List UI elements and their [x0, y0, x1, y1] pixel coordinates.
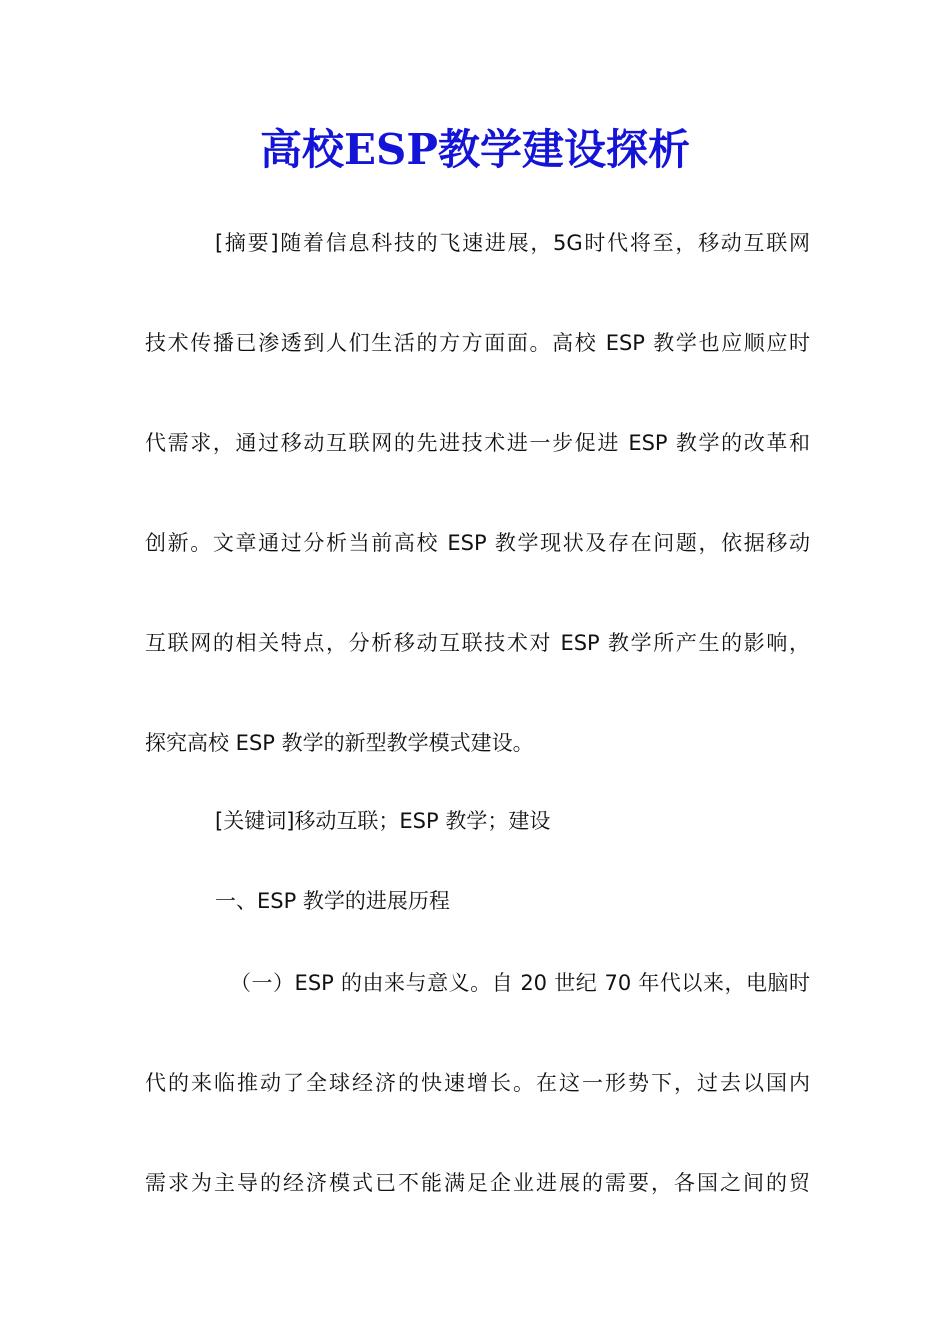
- body-line-1: （一）ESP 的由来与意义。自 20 世纪 70 年代以来，电脑时: [230, 971, 810, 995]
- body-line-2: 代的来临推动了全球经济的快速增长。在这一形势下，过去以国内: [145, 1071, 810, 1095]
- section-heading: 一、ESP 教学的进展历程: [215, 889, 450, 913]
- abstract-line-1: [摘要]随着信息科技的飞速进展，5G时代将至，移动互联网: [215, 231, 810, 255]
- document-title: 高校ESP教学建设探析: [260, 125, 690, 174]
- abstract-line-3: 代需求，通过移动互联网的先进技术进一步促进 ESP 教学的改革和: [145, 431, 810, 455]
- body-line-3: 需求为主导的经济模式已不能满足企业进展的需要，各国之间的贸: [145, 1171, 810, 1195]
- abstract-line-2: 技术传播已渗透到人们生活的方方面面。高校 ESP 教学也应顺应时: [145, 331, 810, 355]
- abstract-line-6: 探究高校 ESP 教学的新型教学模式建设。: [145, 731, 534, 755]
- keywords-line: [关键词]移动互联；ESP 教学；建设: [215, 809, 551, 833]
- abstract-line-5: 互联网的相关特点，分析移动互联技术对 ESP 教学所产生的影响，: [145, 631, 810, 655]
- abstract-line-4: 创新。文章通过分析当前高校 ESP 教学现状及存在问题，依据移动: [145, 531, 810, 555]
